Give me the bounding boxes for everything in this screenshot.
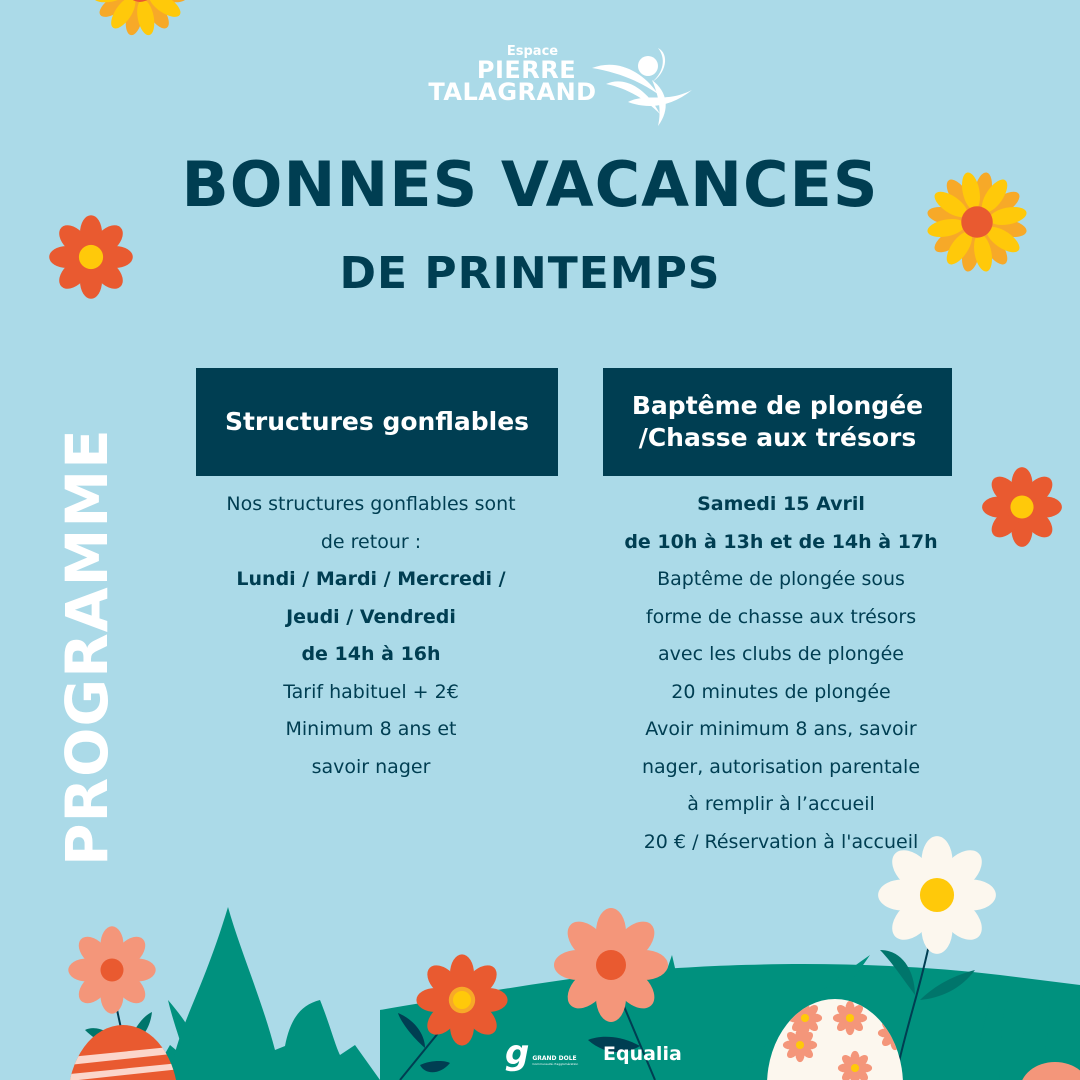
detail-line-days: Jeudi / Vendredi [286,605,456,628]
grand-dole-tagline: Communauté d'agglomération [532,1062,579,1066]
activity-details-diving [596,486,966,861]
detail-line-days: Lundi / Mardi / Mercredi / [236,568,506,590]
flower-icon [982,467,1062,547]
flower-icon [554,908,668,1022]
flower-icon [68,926,155,1013]
grand-dole-name: GRAND DOLE [532,1055,577,1062]
detail-line: Baptême de plongée sous [657,568,905,590]
brand-logo [420,44,700,128]
detail-line-date: Samedi 15 Avril [697,493,865,515]
logo-line-talagrand: TALAGRAND [428,78,597,106]
activity-heading-diving [603,368,952,476]
detail-line: savoir nager [311,755,431,778]
logo-line-pierre: PIERRE [476,56,577,84]
detail-line: forme de chasse aux trésors [645,605,917,628]
detail-line: à remplir à l’accueil [687,793,875,815]
grand-dole-mark-icon: g [505,1033,530,1073]
detail-line: avec les clubs de plongée [658,643,904,665]
activity-details-inflatables [186,486,556,786]
detail-line-hours: de 14h à 16h [301,643,441,665]
detail-line: nager, autorisation parentale [641,755,921,778]
logo-wordmark [420,44,605,106]
detail-line: de retour : [320,530,422,553]
activity-heading-line: Baptême de plongée [631,391,924,420]
activity-heading-line: /Chasse aux trésors [638,423,917,452]
detail-line: Avoir minimum 8 ans, savoir [645,718,917,740]
flower-icon [91,0,188,37]
detail-line-hours: de 10h à 13h et de 14h à 17h [624,530,938,553]
activity-heading-text: Structures gonflables [224,407,530,436]
partner-logo-grand-dole [505,1033,579,1073]
logo-line-espace: Espace [506,44,559,59]
detail-line: Nos structures gonflables sont [226,493,516,515]
detail-line: 20 minutes de plongée [671,680,891,703]
page-title: BONNES VACANCES [181,148,879,221]
activity-heading-inflatables [196,368,558,476]
swimmer-logo-icon [588,44,700,128]
detail-line: Minimum 8 ans et [285,718,457,740]
detail-line-price: Tarif habituel + 2€ [283,680,459,703]
page-subtitle: DE PRINTEMPS [339,248,721,299]
programme-side-label: PROGRAMME [53,428,121,866]
detail-line-price: 20 € / Réservation à l'accueil [643,830,919,853]
flower-icon [416,954,507,1045]
partner-logo-equalia: Equalia [603,1043,682,1065]
